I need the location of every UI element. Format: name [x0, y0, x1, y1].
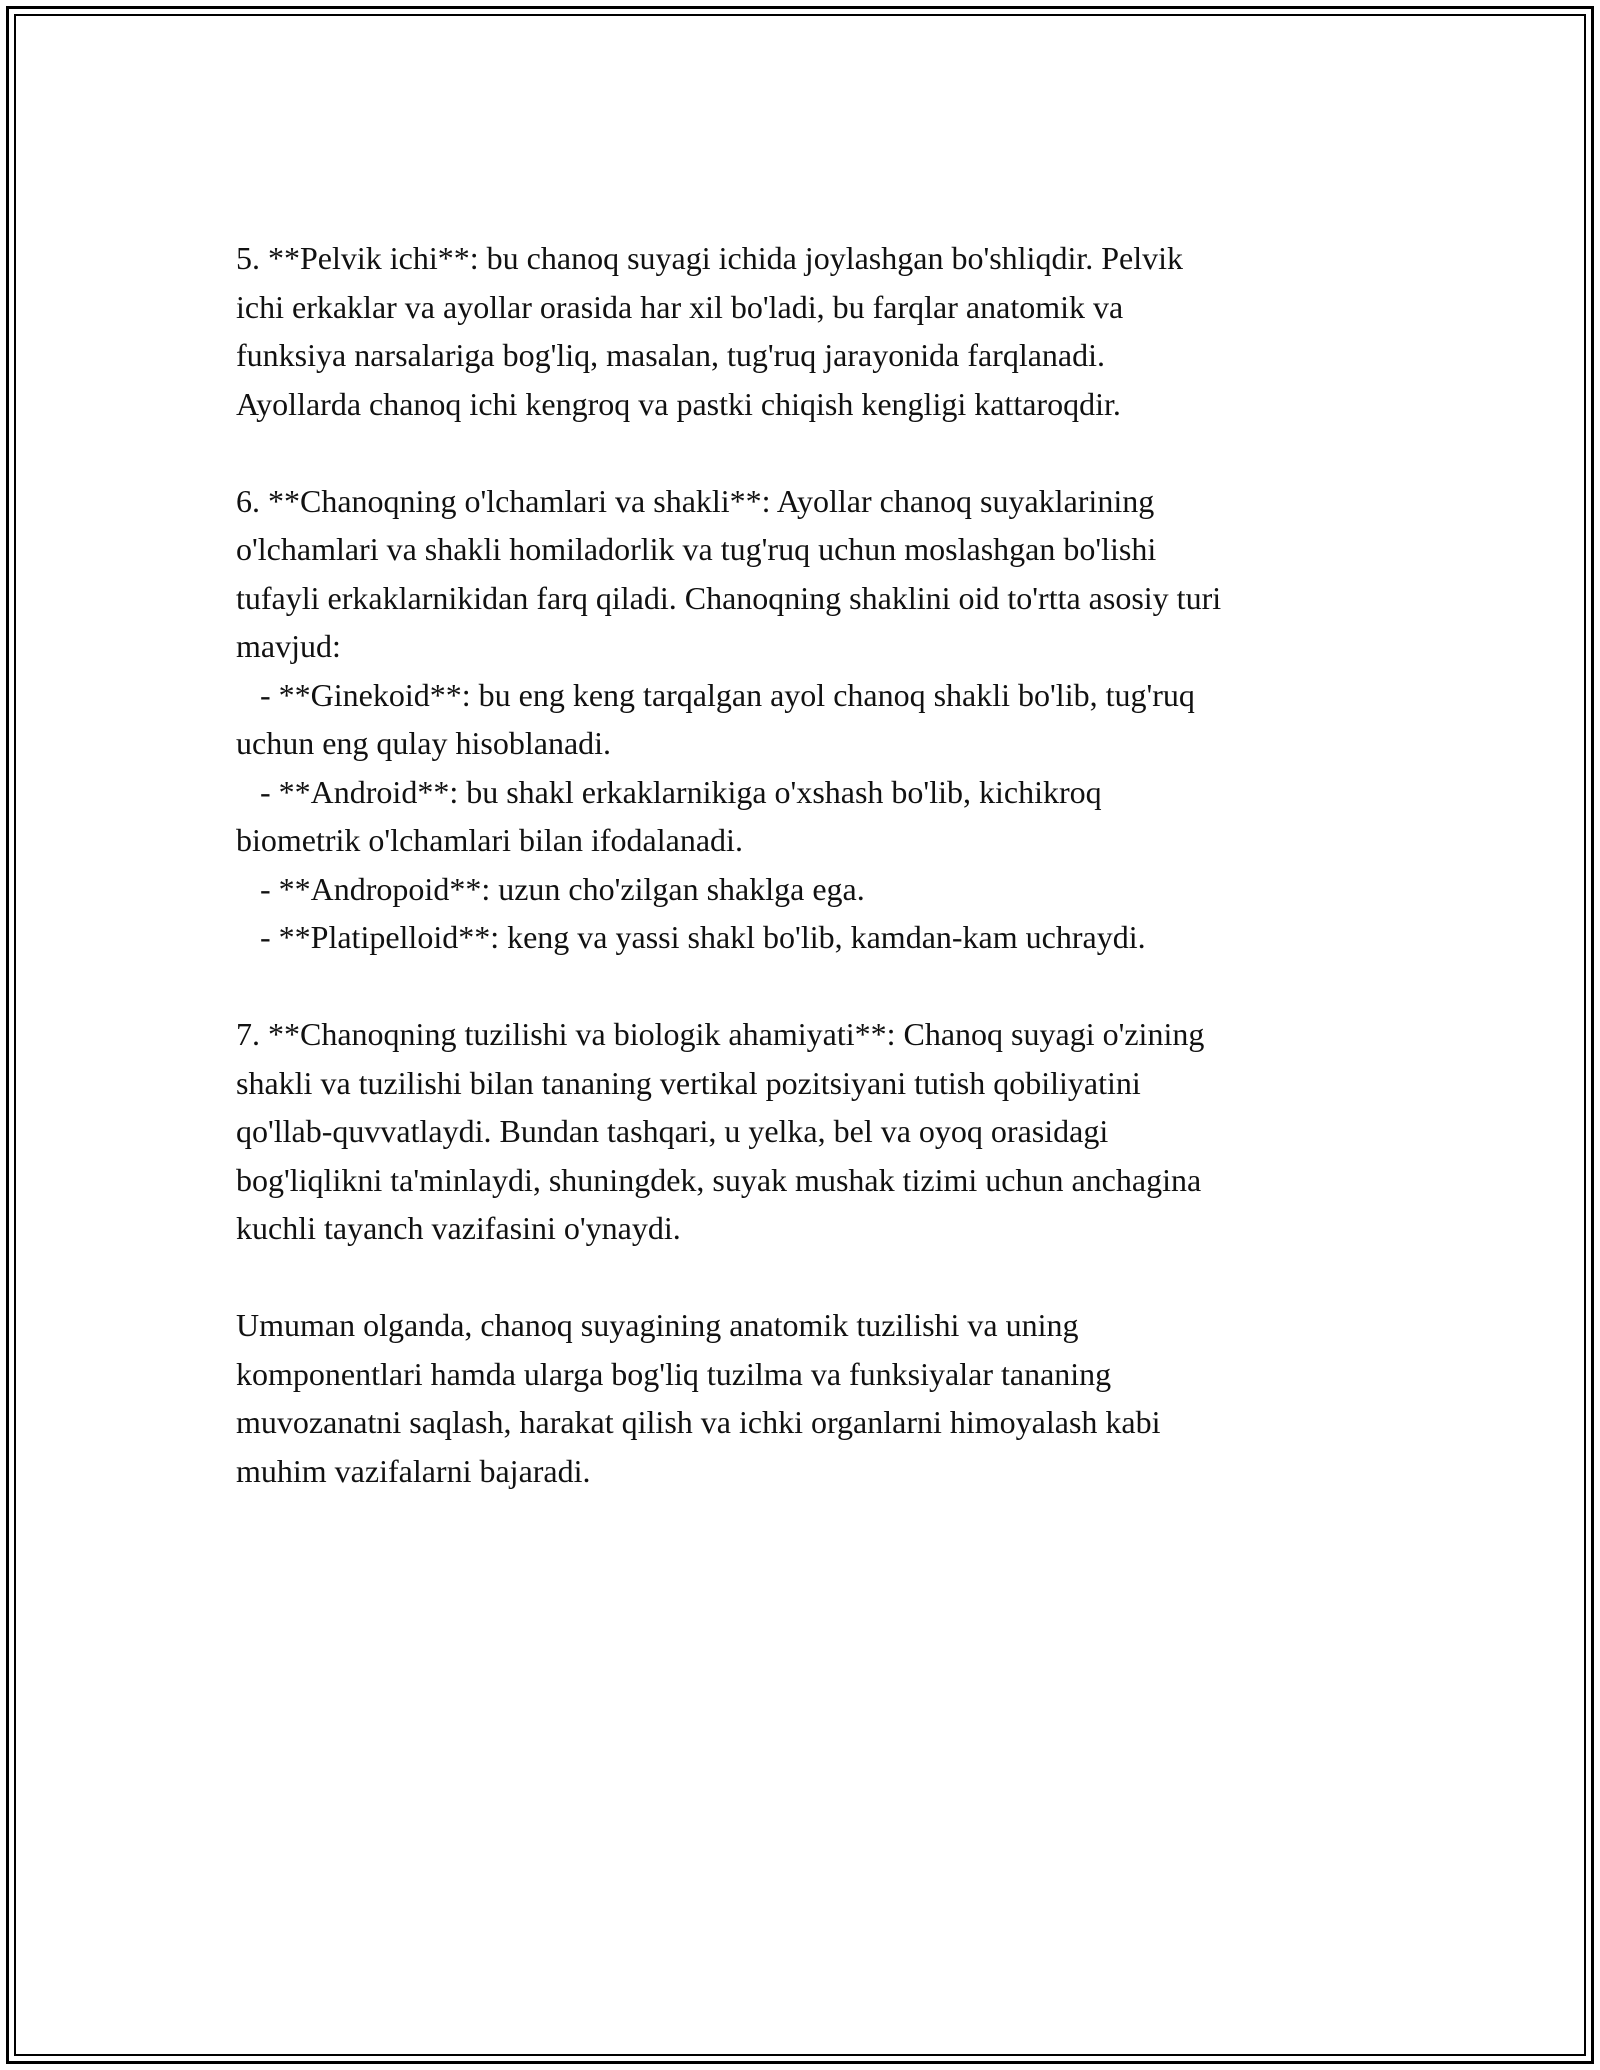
- list-item-andropoid: - **Andropoid**: uzun cho'zilgan shaklga ega.: [236, 870, 865, 907]
- list-item-ginekoid: - **Ginekoid**: bu eng keng tarqalgan ayol chanoq shakli bo'lib, tug'ruq: [236, 676, 1195, 713]
- text-line: funksiya narsalariga bog'liq, masalan, tug'ruq jarayonida farqlanadi.: [236, 337, 1106, 373]
- text-line: ichi erkaklar va ayollar orasida har xil bo'ladi, bu farqlar anatomik va: [236, 288, 1124, 325]
- conclusion-paragraph: [236, 1301, 1386, 1495]
- text-line: 7. **Chanoqning tuzilishi va biologik ahamiyati**: Chanoq suyagi o'zining: [236, 1016, 1205, 1052]
- list-item-platipelloid: - **Platipelloid**: keng va yassi shakl bo'lib, kamdan-kam uchraydi.: [236, 919, 1146, 955]
- text-line: uchun eng qulay hisoblanadi.: [236, 725, 612, 761]
- text-line: komponentlari hamda ularga bog'liq tuzilma va funksiyalar tananing: [236, 1355, 1112, 1392]
- text-line: mavjud:: [236, 628, 341, 664]
- text-line: kuchli tayanch vazifasini o'ynaydi.: [236, 1210, 681, 1246]
- list-item-android: - **Android**: bu shakl erkaklarnikiga o'xshash bo'lib, kichikroq: [236, 773, 1102, 810]
- paragraph-spacer: [236, 1253, 1386, 1302]
- text-line: bog'liqlikni ta'minlaydi, shuningdek, suyak mushak tizimi uchun anchagina: [236, 1161, 1202, 1198]
- text-line: shakli va tuzilishi bilan tananing vertikal pozitsiyani tutish qobiliyatini: [236, 1064, 1141, 1101]
- text-line: 6. **Chanoqning o'lchamlari va shakli**: Ayollar chanoq suyaklarining: [236, 482, 1155, 519]
- document-body: [236, 234, 1386, 1495]
- text-line: tufayli erkaklarnikidan farq qiladi. Chanoqning shaklini oid to'rtta asosiy turi: [236, 579, 1222, 616]
- text-line: o'lchamlari va shakli homiladorlik va tug'ruq uchun moslashgan bo'lishi: [236, 531, 1157, 567]
- text-line: Umuman olganda, chanoq suyagining anatomik tuzilishi va uning: [236, 1307, 1079, 1343]
- paragraph-spacer: [236, 428, 1386, 477]
- text-line: muvozanatni saqlash, harakat qilish va ichki organlarni himoyalash kabi: [236, 1404, 1161, 1440]
- paragraph-spacer: [236, 962, 1386, 1011]
- section-7-paragraph: [236, 1010, 1386, 1253]
- text-line: Ayollarda chanoq ichi kengroq va pastki chiqish kengligi kattaroqdir.: [236, 385, 1121, 422]
- section-6-paragraph: [236, 477, 1386, 962]
- text-line: biometrik o'lchamlari bilan ifodalanadi.: [236, 822, 743, 858]
- text-line: muhim vazifalarni bajaradi.: [236, 1452, 591, 1489]
- text-line: qo'llab-quvvatlaydi. Bundan tashqari, u yelka, bel va oyoq orasidagi: [236, 1113, 1109, 1149]
- text-line: 5. **Pelvik ichi**: bu chanoq suyagi ichida joylashgan bo'shliqdir. Pelvik: [236, 240, 1183, 276]
- section-5-paragraph: [236, 234, 1386, 428]
